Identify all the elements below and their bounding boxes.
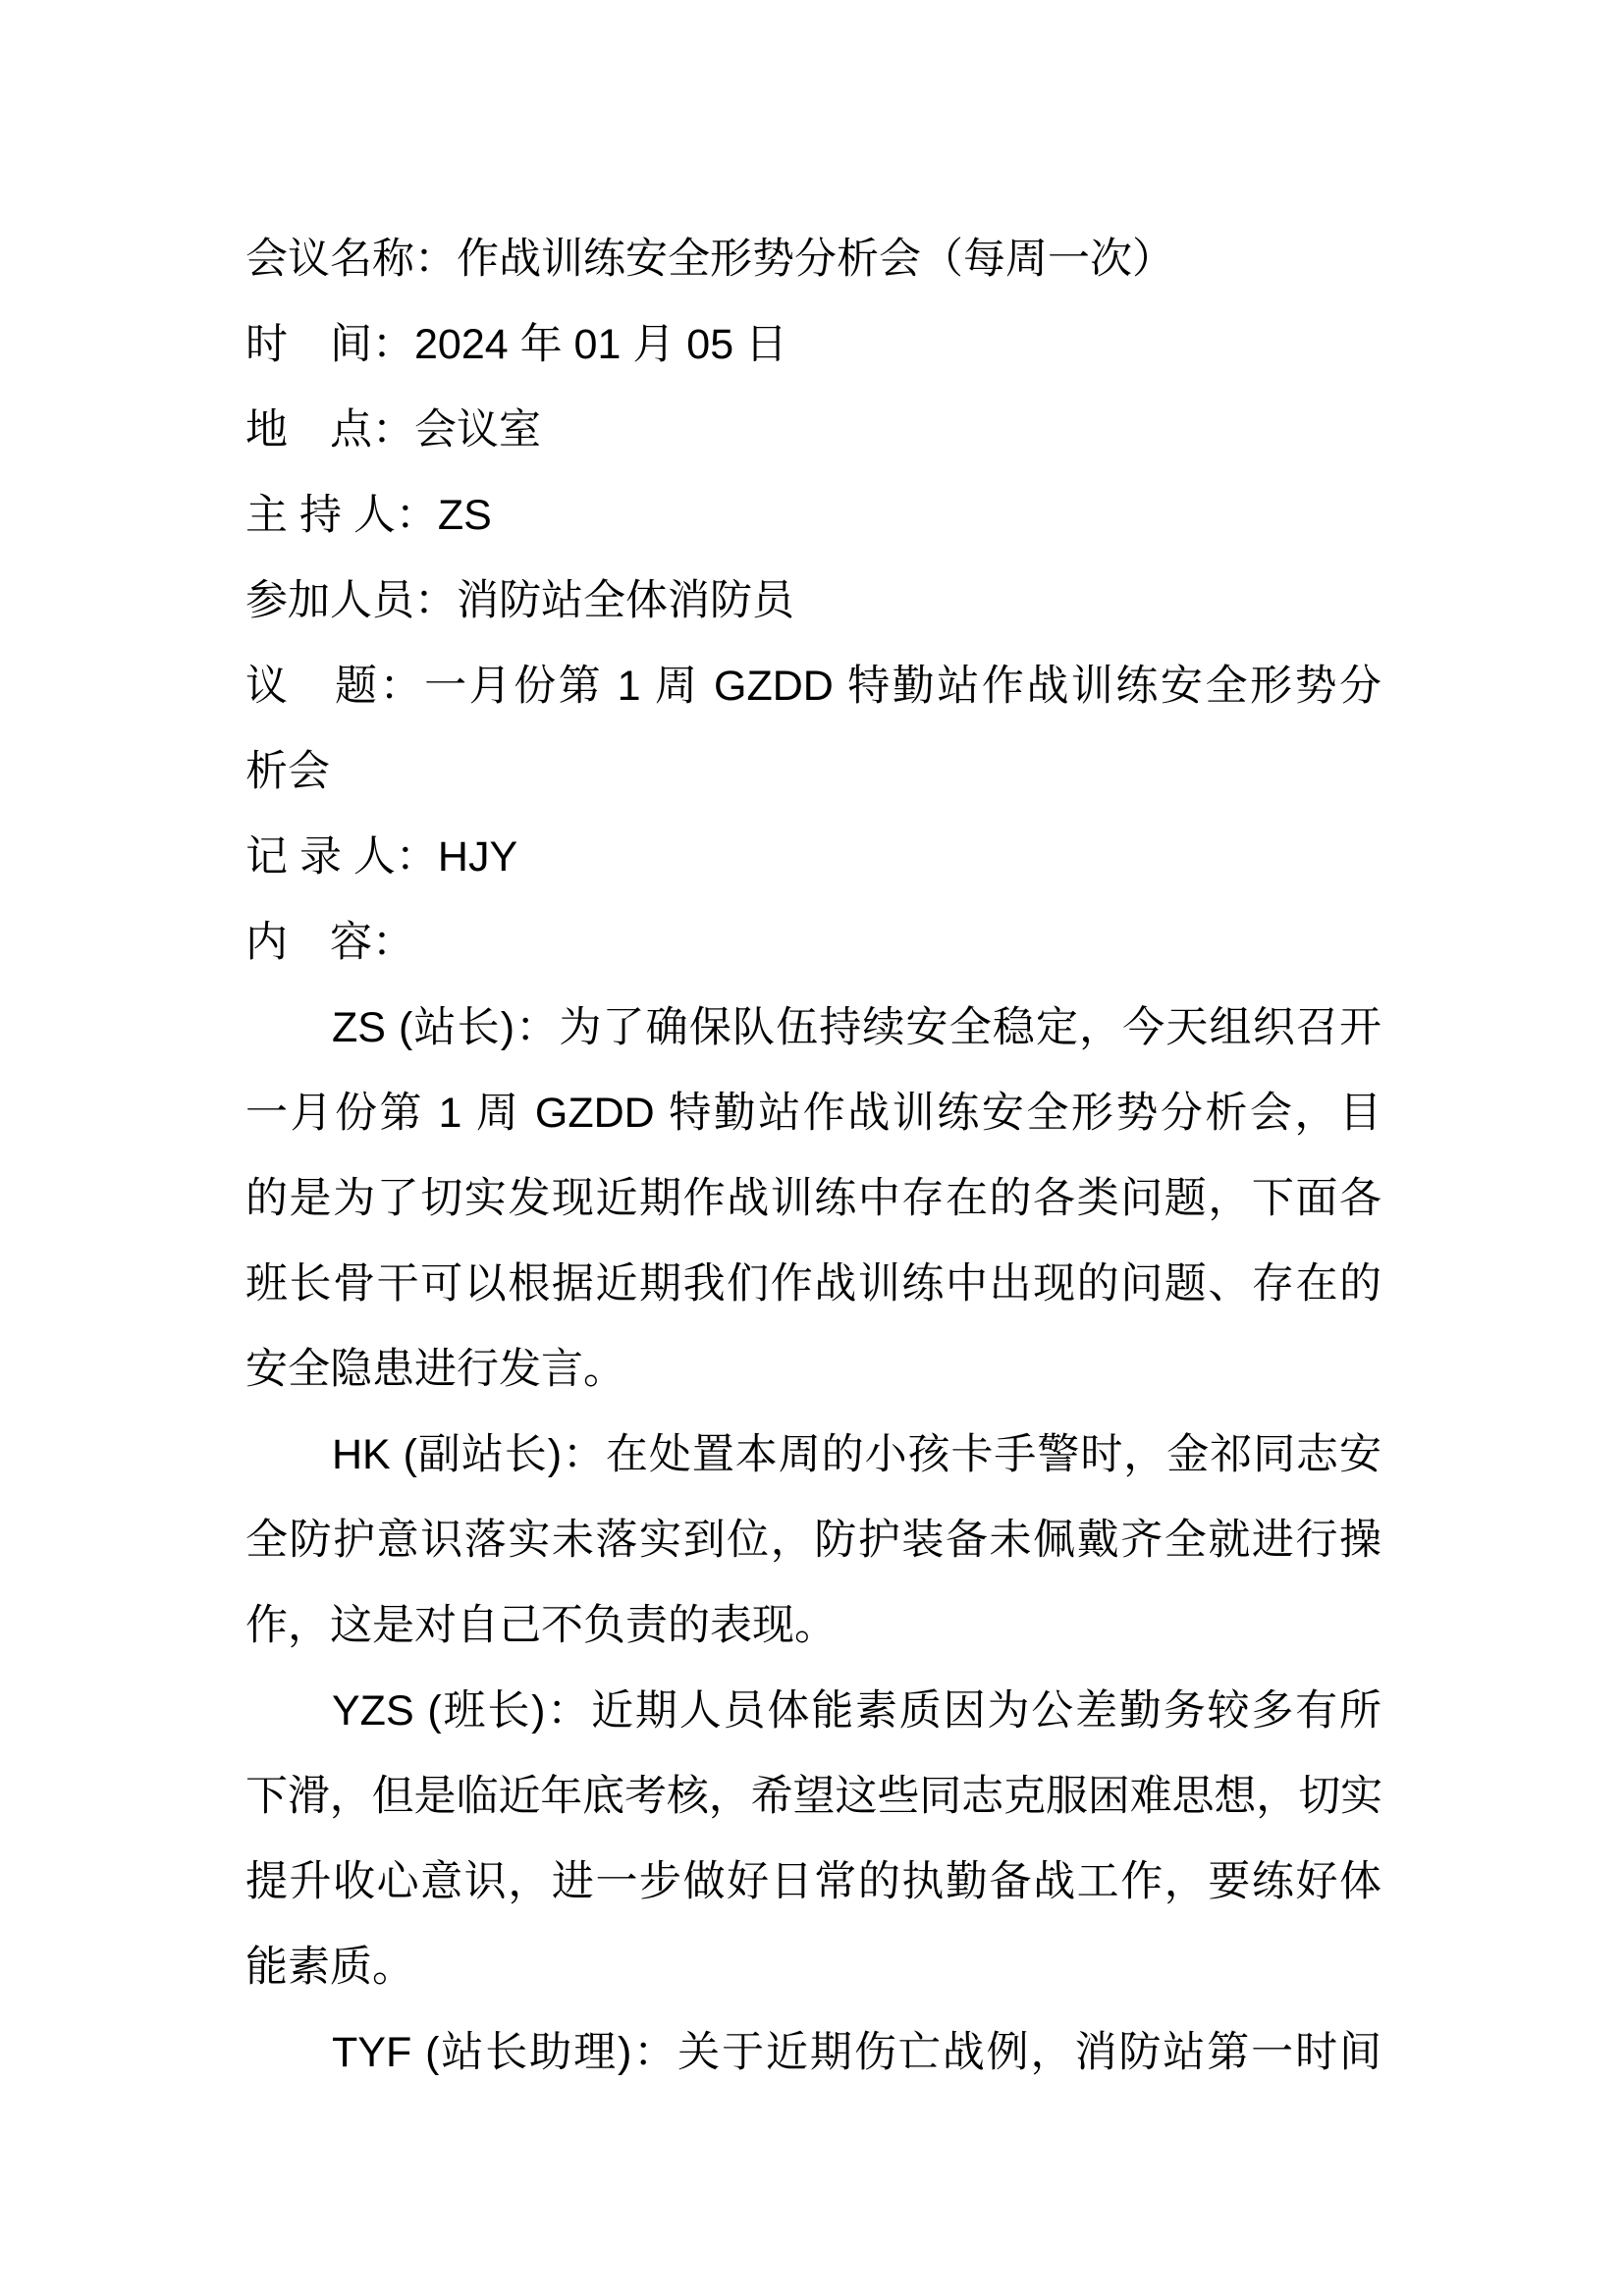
header-label: 记 录 人 [245, 833, 396, 881]
header-label: 议 题 [245, 663, 380, 710]
header-row-6 [245, 815, 1381, 900]
header-label: 参加人员 [245, 577, 414, 624]
header-label: 主 持 人 [245, 492, 396, 539]
header-colon: ： [372, 406, 414, 454]
header-value: 消防站全体消防员 [457, 577, 794, 624]
paragraph-2-line-0: YZS (班长)：近期人员体能素质因为公差勤务较多有所 [332, 1687, 1381, 1735]
paragraph-1-line-2: 作，这是对自己不负责的表现。 [245, 1602, 837, 1649]
paragraph-1-line-0: HK (副站长)：在处置本周的小孩卡手警时，金祁同志安 [332, 1431, 1381, 1478]
paragraph-3-line-0: TYF (站长助理)：关于近期伤亡战例，消防站第一时间 [332, 2029, 1381, 2076]
header-row-4 [245, 559, 1381, 644]
paragraph-0-line-0: ZS (站长)：为了确保队伍持续安全稳定，今天组织召开 [332, 1004, 1381, 1051]
header-row-5 [245, 644, 1381, 729]
header-value: 会议室 [414, 406, 541, 454]
header-colon: ： [395, 833, 438, 881]
header-label: 内 容 [245, 919, 372, 966]
header-colon: ： [379, 663, 425, 710]
paragraph-2-line-3: 能素质。 [245, 1944, 414, 1991]
header-colon: ： [372, 919, 414, 966]
paragraph-2-line-2: 提升收心意识，进一步做好日常的执勤备战工作，要练好体 [245, 1858, 1381, 1905]
header-row-7 [245, 900, 1381, 986]
header-colon: ： [414, 577, 457, 624]
header-value: 作战训练安全形势分析会（每周一次） [457, 236, 1174, 283]
header-value: HJY [437, 833, 518, 881]
header-label: 地 点 [245, 406, 372, 454]
meeting-info-section [245, 217, 1381, 986]
paragraph-0-line-2: 的是为了切实发现近期作战训练中存在的各类问题，下面各 [245, 1175, 1381, 1222]
header-colon: ： [414, 236, 457, 283]
header-value: 一月份第 1 周 GZDD 特勤站作战训练安全形势分 [424, 663, 1382, 710]
paragraph-0-line-4: 安全隐患进行发言。 [245, 1346, 625, 1393]
header-label: 时 间 [245, 321, 372, 368]
header-row-5-continuation: 析会 [245, 748, 330, 795]
header-colon: ： [372, 321, 414, 368]
paragraph-2-line-1: 下滑，但是临近年底考核，希望这些同志克服困难思想，切实 [245, 1773, 1381, 1820]
header-value: ZS [437, 492, 492, 539]
header-value: 2024 年 01 月 05 日 [414, 321, 788, 368]
header-row-0 [245, 217, 1381, 302]
paragraph-0-line-1: 一月份第 1 周 GZDD 特勤站作战训练安全形势分析会，目 [245, 1090, 1381, 1137]
header-row-2 [245, 388, 1381, 473]
meeting-content-section [245, 986, 1381, 2096]
header-row-3 [245, 473, 1381, 559]
paragraph-1-line-1: 全防护意识落实未落实到位，防护装备未佩戴齐全就进行操 [245, 1517, 1381, 1564]
header-label: 会议名称 [245, 236, 414, 283]
header-colon: ： [395, 492, 438, 539]
paragraph-0-line-3: 班长骨干可以根据近期我们作战训练中出现的问题、存在的 [245, 1260, 1381, 1308]
header-row-1 [245, 302, 1381, 388]
